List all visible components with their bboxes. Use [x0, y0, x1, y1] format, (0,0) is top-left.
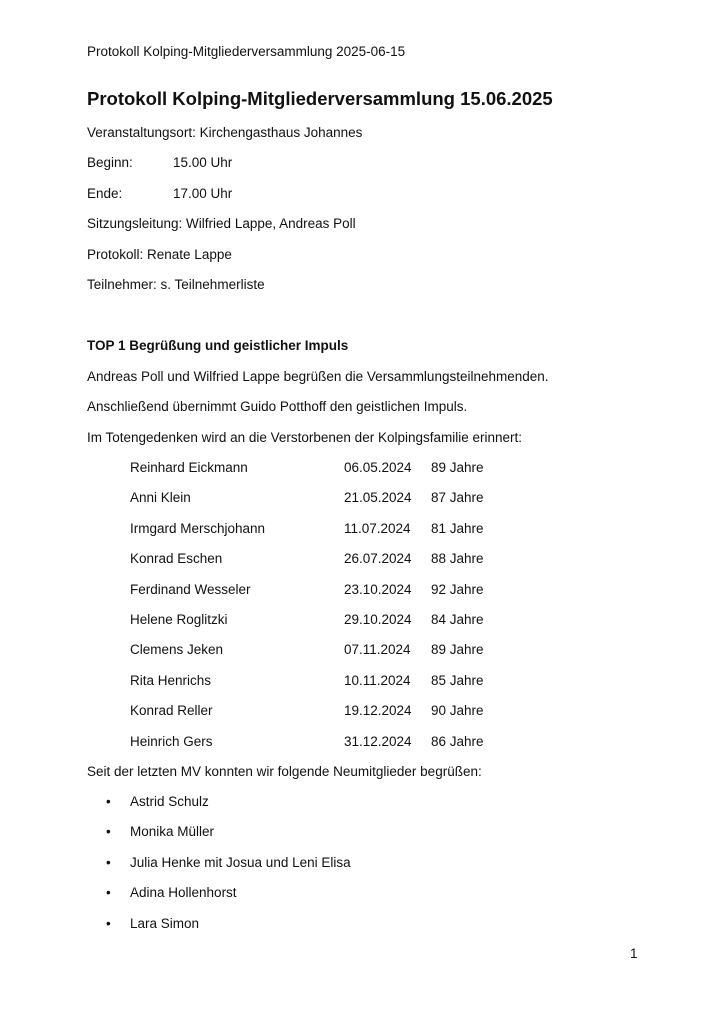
- deceased-age: 86 Jahre: [431, 734, 484, 749]
- chair-line: Sitzungsleitung: Wilfried Lappe, Andreas Poll: [87, 216, 356, 231]
- paragraph: Andreas Poll und Wilfried Lappe begrüßen die Versammlungsteilnehmenden.: [87, 369, 549, 384]
- deceased-age: 89 Jahre: [431, 642, 484, 657]
- deceased-date: 23.10.2024: [344, 582, 412, 597]
- end-label: Ende:: [87, 186, 123, 201]
- paragraph: Seit der letzten MV konnten wir folgende Neumitglieder begrüßen:: [87, 764, 482, 779]
- deceased-name: Konrad Reller: [130, 703, 213, 718]
- bullet-icon: •: [106, 916, 111, 931]
- start-value: 15.00 Uhr: [173, 155, 233, 170]
- participants-line: Teilnehmer: s. Teilnehmerliste: [87, 277, 265, 292]
- deceased-date: 29.10.2024: [344, 612, 412, 627]
- deceased-name: Clemens Jeken: [130, 642, 224, 657]
- new-member-name: Adina Hollenhorst: [130, 885, 237, 900]
- new-member-name: Julia Henke mit Josua und Leni Elisa: [130, 855, 351, 870]
- venue-line: Veranstaltungsort: Kirchengasthaus Johannes: [87, 125, 363, 140]
- deceased-age: 89 Jahre: [431, 460, 484, 475]
- bullet-icon: •: [106, 824, 111, 839]
- deceased-name: Heinrich Gers: [130, 734, 213, 749]
- deceased-date: 07.11.2024: [344, 642, 411, 657]
- deceased-age: 92 Jahre: [431, 582, 484, 597]
- deceased-date: 26.07.2024: [344, 551, 412, 566]
- deceased-age: 87 Jahre: [431, 490, 484, 505]
- deceased-name: Ferdinand Wesseler: [130, 582, 251, 597]
- deceased-name: Reinhard Eickmann: [130, 460, 248, 475]
- paragraph: Anschließend übernimmt Guido Potthoff den geistlichen Impuls.: [87, 399, 468, 414]
- deceased-age: 85 Jahre: [431, 673, 484, 688]
- deceased-name: Irmgard Merschjohann: [130, 521, 266, 536]
- new-member-name: Astrid Schulz: [130, 794, 209, 809]
- page-number: 1: [630, 946, 638, 961]
- top1-heading: TOP 1 Begrüßung und geistlicher Impuls: [87, 338, 349, 353]
- deceased-date: 19.12.2024: [344, 703, 412, 718]
- bullet-icon: •: [106, 855, 111, 870]
- bullet-icon: •: [106, 885, 111, 900]
- deceased-age: 84 Jahre: [431, 612, 484, 627]
- deceased-date: 21.05.2024: [344, 490, 412, 505]
- minutes-line: Protokoll: Renate Lappe: [87, 247, 232, 262]
- deceased-name: Anni Klein: [130, 490, 191, 505]
- document-title: Protokoll Kolping-Mitgliederversammlung 15.06.2025: [87, 88, 553, 109]
- deceased-age: 88 Jahre: [431, 551, 484, 566]
- end-value: 17.00 Uhr: [173, 186, 233, 201]
- paragraph: Im Totengedenken wird an die Verstorbenen der Kolpingsfamilie erinnert:: [87, 430, 523, 445]
- page-header: Protokoll Kolping-Mitgliederversammlung 2025-06-15: [87, 44, 406, 59]
- bullet-icon: •: [106, 794, 111, 809]
- deceased-date: 06.05.2024: [344, 460, 412, 475]
- deceased-age: 81 Jahre: [431, 521, 484, 536]
- deceased-age: 90 Jahre: [431, 703, 484, 718]
- new-member-name: Monika Müller: [130, 824, 215, 839]
- end-line: [87, 186, 232, 201]
- deceased-date: 31.12.2024: [344, 734, 412, 749]
- deceased-date: 10.11.2024: [344, 673, 411, 688]
- start-label: Beginn:: [87, 155, 133, 170]
- deceased-name: Rita Henrichs: [130, 673, 212, 688]
- deceased-name: Helene Roglitzki: [130, 612, 228, 627]
- new-member-name: Lara Simon: [130, 916, 200, 931]
- start-line: [87, 155, 232, 170]
- deceased-date: 11.07.2024: [344, 521, 411, 536]
- deceased-name: Konrad Eschen: [130, 551, 223, 566]
